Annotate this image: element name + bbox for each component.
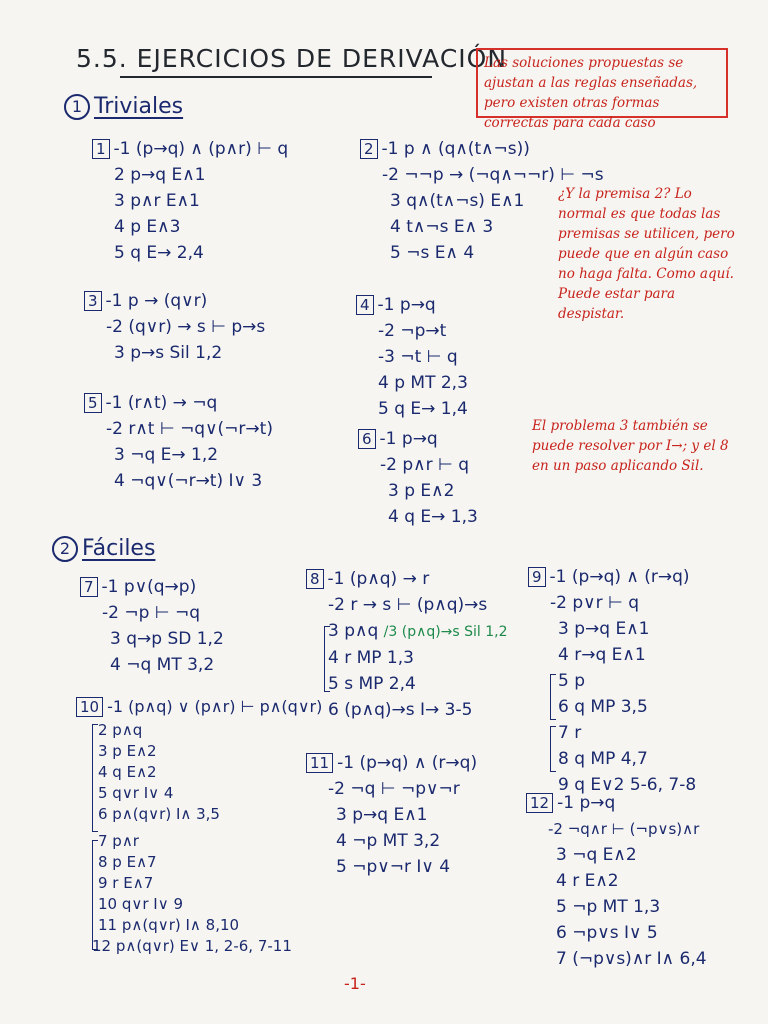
exercise-11 — [306, 750, 477, 880]
exercise-number: 8 — [306, 569, 324, 589]
exercise-number: 11 — [306, 753, 333, 773]
premise-line: -1 (p→q) ∧ (r→q) — [337, 753, 478, 773]
exercise-number: 10 — [76, 697, 103, 717]
premise-line: -2 ¬¬p → (¬q∧¬¬r) ⊢ ¬s — [382, 165, 604, 185]
derivation-line: 5 p — [558, 671, 586, 691]
premise-line: -1 (p→q) ∧ (p∧r) ⊢ q — [113, 139, 289, 159]
premise-line: -2 r → s ⊢ (p∧q)→s — [328, 595, 488, 615]
derivation-line: 4 r MP 1,3 — [328, 648, 414, 668]
page-title: 5.5. EJERCICIOS DE DERIVACIÓN — [76, 44, 508, 73]
derivation-line: 8 p E∧7 — [98, 853, 157, 871]
derivation-line: 10 q∨r I∨ 9 — [98, 895, 184, 913]
derivation-line: 5 ¬p MT 1,3 — [556, 897, 661, 917]
derivation-line: 5 q∨r I∨ 4 — [98, 784, 174, 802]
derivation-line: 9 r E∧7 — [98, 874, 154, 892]
exercise-7 — [80, 574, 224, 678]
derivation-line: 7 (¬p∨s)∧r I∧ 6,4 — [556, 949, 707, 969]
derivation-line: 4 r→q E∧1 — [558, 645, 646, 665]
subproof-bracket — [550, 674, 556, 720]
exercise-6 — [358, 426, 478, 530]
derivation-line: 9 q E∨2 5-6, 7-8 — [558, 775, 697, 795]
exercise-number: 4 — [356, 295, 374, 315]
derivation-line: 3 p E∧2 — [98, 742, 157, 760]
premise-line: -2 ¬p ⊢ ¬q — [102, 603, 201, 623]
derivation-line: 4 r E∧2 — [556, 871, 619, 891]
premise-line: -2 r∧t ⊢ ¬q∨(¬r→t) — [106, 419, 273, 439]
section-faciles — [52, 536, 155, 562]
premise-line: -1 (p→q) ∧ (r→q) — [549, 567, 690, 587]
derivation-line: 4 q E→ 1,3 — [388, 507, 478, 527]
exercise-number: 3 — [84, 291, 102, 311]
section-label: Triviales — [94, 94, 184, 119]
exercise-3 — [84, 288, 265, 366]
section-triviales — [64, 94, 183, 120]
premise-line: -1 p→q — [379, 429, 438, 449]
exercise-12 — [526, 790, 707, 972]
premise-line: -2 ¬q ⊢ ¬p∨¬r — [328, 779, 460, 799]
derivation-line: 7 r — [558, 723, 582, 743]
section-label: Fáciles — [82, 536, 156, 561]
exercise-4 — [356, 292, 468, 422]
premise-line: -2 p∧r ⊢ q — [380, 455, 469, 475]
derivation-line: 3 p E∧2 — [388, 481, 455, 501]
premise-line: -2 (q∨r) → s ⊢ p→s — [106, 317, 266, 337]
premise-line: -2 ¬p→t — [378, 321, 447, 341]
exercise-number: 7 — [80, 577, 98, 597]
derivation-line: 4 q E∧2 — [98, 763, 157, 781]
derivation-line: 4 ¬q MT 3,2 — [110, 655, 215, 675]
derivation-line: 5 s MP 2,4 — [328, 674, 416, 694]
exercise-10 — [76, 694, 322, 957]
exercise-number: 2 — [360, 139, 378, 159]
premise-line: -1 (p∧q) → r — [327, 569, 430, 589]
premise-line: -1 p → (q∨r) — [105, 291, 208, 311]
subproof-bracket — [92, 840, 98, 950]
derivation-line: 2 p∧q — [98, 721, 143, 739]
premise-line: -1 (p∧q) ∨ (p∧r) ⊢ p∧(q∨r) — [107, 697, 323, 716]
derivation-line: 4 p E∧3 — [114, 217, 181, 237]
derivation-line: 5 ¬p∨¬r I∨ 4 — [336, 857, 451, 877]
derivation-line: 6 p∧(q∨r) I∧ 3,5 — [98, 805, 220, 823]
premise-line: -1 p∨(q→p) — [101, 577, 197, 597]
premise-line: -3 ¬t ⊢ q — [378, 347, 458, 367]
derivation-line: 5 ¬s E∧ 4 — [390, 243, 475, 263]
section-number: 1 — [64, 94, 90, 120]
subproof-bracket — [92, 724, 98, 832]
derivation-line: 4 ¬p MT 3,2 — [336, 831, 441, 851]
premise-line: -1 p→q — [557, 793, 616, 813]
premise-line: -2 ¬q∧r ⊢ (¬p∨s)∧r — [548, 820, 700, 838]
derivation-line: 5 q E→ 2,4 — [114, 243, 204, 263]
derivation-line: 2 p→q E∧1 — [114, 165, 206, 185]
section-number: 2 — [52, 536, 78, 562]
derivation-line: 3 p∧r E∧1 — [114, 191, 200, 211]
derivation-line: 3 q∧(t∧¬s) E∧1 — [390, 191, 525, 211]
derivation-line: 4 t∧¬s E∧ 3 — [390, 217, 494, 237]
derivation-line: 11 p∧(q∨r) I∧ 8,10 — [98, 916, 240, 934]
exercise-number: 5 — [84, 393, 102, 413]
premise-line: -1 p ∧ (q∧(t∧¬s)) — [381, 139, 530, 159]
derivation-line: 4 ¬q∨(¬r→t) I∨ 3 — [114, 471, 263, 491]
exercise-5 — [84, 390, 273, 494]
derivation-line: 3 p→q E∧1 — [558, 619, 650, 639]
subproof-bracket — [550, 726, 556, 772]
derivation-line: 4 p MT 2,3 — [378, 373, 468, 393]
alternative-step: /3 (p∧q)→s Sil 1,2 — [383, 624, 508, 640]
page-number: -1- — [344, 974, 366, 993]
derivation-line: 5 q E→ 1,4 — [378, 399, 468, 419]
derivation-line: 3 p→q E∧1 — [336, 805, 428, 825]
premise-line: -1 p→q — [377, 295, 436, 315]
derivation-line: 3 ¬q E→ 1,2 — [114, 445, 219, 465]
premise-line: -2 p∨r ⊢ q — [550, 593, 639, 613]
derivation-line: 6 (p∧q)→s I→ 3-5 — [328, 700, 473, 720]
premise-line: -1 (r∧t) → ¬q — [105, 393, 218, 413]
exercise-number: 12 — [526, 793, 553, 813]
derivation-line: 8 q MP 4,7 — [558, 749, 648, 769]
exercise-number: 9 — [528, 567, 546, 587]
exercise-1 — [92, 136, 288, 266]
derivation-line: 6 ¬p∨s I∨ 5 — [556, 923, 658, 943]
solutions-note: Las soluciones propuestas se ajustan a las reglas enseñadas, pero existen otras formas correctas para cada caso — [476, 48, 728, 118]
derivation-line: 3 ¬q E∧2 — [556, 845, 637, 865]
subproof-bracket — [324, 626, 330, 692]
premise-note: ¿Y la premisa 2? Lo normal es que todas las premisas se utilicen, pero puede que en algún caso no haga falta. Como aquí. Puede estar para despistar. — [558, 186, 735, 322]
title-underline — [120, 76, 432, 78]
derivation-line: 3 q→p SD 1,2 — [110, 629, 224, 649]
derivation-line: 3 p→s Sil 1,2 — [114, 343, 223, 363]
derivation-line: 7 p∧r — [98, 832, 139, 850]
alternative-note: El problema 3 también se puede resolver por I→; y el 8 en un paso aplicando Sil. — [532, 418, 729, 474]
exercise-number: 6 — [358, 429, 376, 449]
derivation-line: 3 p∧q /3 (p∧q)→s Sil 1,2 — [328, 621, 508, 641]
exercise-number: 1 — [92, 139, 110, 159]
derivation-line: 12 p∧(q∨r) E∨ 1, 2-6, 7-11 — [92, 937, 292, 955]
derivation-line: 6 q MP 3,5 — [558, 697, 648, 717]
exercise-8 — [306, 566, 508, 723]
